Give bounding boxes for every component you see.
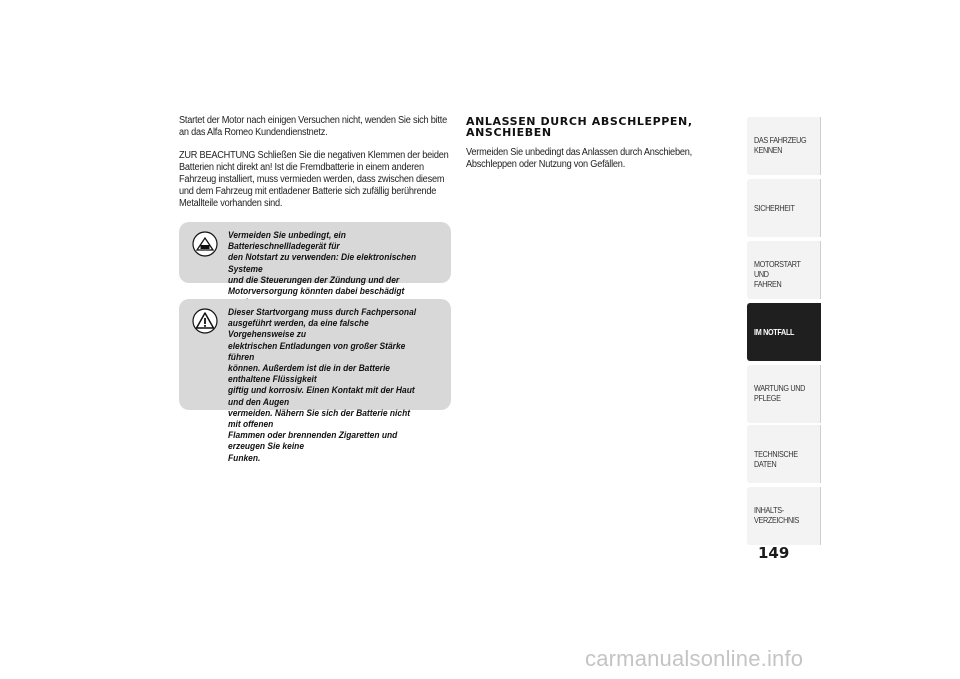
tab-das-fahrzeug-kennen[interactable] (747, 117, 821, 175)
warning-box-danger (179, 299, 451, 464)
tab-motorstart-und-fahren[interactable] (747, 241, 821, 299)
tab-label: IM NOTFALL (754, 328, 795, 337)
tab-technische-daten[interactable] (747, 425, 821, 483)
battery-charger-warning-icon (192, 231, 218, 257)
warning-text-danger: Dieser Startvorgang muss durch Fachpersonal ausgeführt werden, da eine falsche Vorgehensweise zu elektrischen Entladungen von großer Stärke führen können. Außerdem ist die in der Batterie enthaltene Flüssigkeit giftig und korrosiv. Einen Kontakt mit der Haut und den Augen vermeiden. Nähern Sie sich der Batterie nicht mit offenen Flammen oder brennenden Zigaretten und erzeugen Sie keine Funken. (228, 307, 417, 464)
tab-label: TECHNISCHE DATEN (754, 450, 798, 469)
tab-inhaltsverzeichnis[interactable] (747, 487, 821, 545)
warning-box-charger (179, 222, 451, 298)
page-number: 149 (758, 544, 790, 562)
section-body: Vermeiden Sie unbedingt das Anlassen durch Anschieben, Abschleppen oder Nutzung von Gefällen. (466, 147, 692, 170)
section-heading: ANLASSEN DURCH ABSCHLEPPEN, ANSCHIEBEN (466, 115, 693, 139)
watermark-text: carmanualsonline.info (585, 646, 804, 671)
tab-label: MOTORSTART UND FAHREN (754, 260, 801, 289)
tab-wartung-und-pflege[interactable] (747, 365, 821, 423)
intro-paragraph: Startet der Motor nach einigen Versuchen nicht, wenden Sie sich bitte an das Alfa Romeo Kundendienstnetz. (179, 115, 447, 138)
warning-text-charger: Vermeiden Sie unbedingt, ein Batterieschnellladegerät für den Notstart zu verwenden: Die elektronischen Systeme und die Steuerungen der Zündung und der Motorversorgung könnten dabei beschädigt (228, 230, 417, 298)
tab-label: INHALTS- VERZEICHNIS (754, 506, 800, 525)
tab-sicherheit[interactable] (747, 179, 821, 237)
tab-label: WARTUNG UND PFLEGE (754, 384, 806, 403)
tab-label: SICHERHEIT (754, 204, 795, 213)
caution-paragraph: ZUR BEACHTUNG Schließen Sie die negativen Klemmen der beiden Batterien nicht direkt an! Ist die Fremdbatterie in einem anderen Fahrzeug installiert, muss vermieden werden, dass zwischen diesem und dem Fahrzeug mit entladener Batterie sich zufällig berührende Metallteile vorhanden sind. (179, 150, 449, 209)
tab-im-notfall[interactable] (747, 303, 821, 361)
tab-label: DAS FAHRZEUG KENNEN (754, 136, 807, 155)
warning-triangle-icon (192, 308, 218, 334)
